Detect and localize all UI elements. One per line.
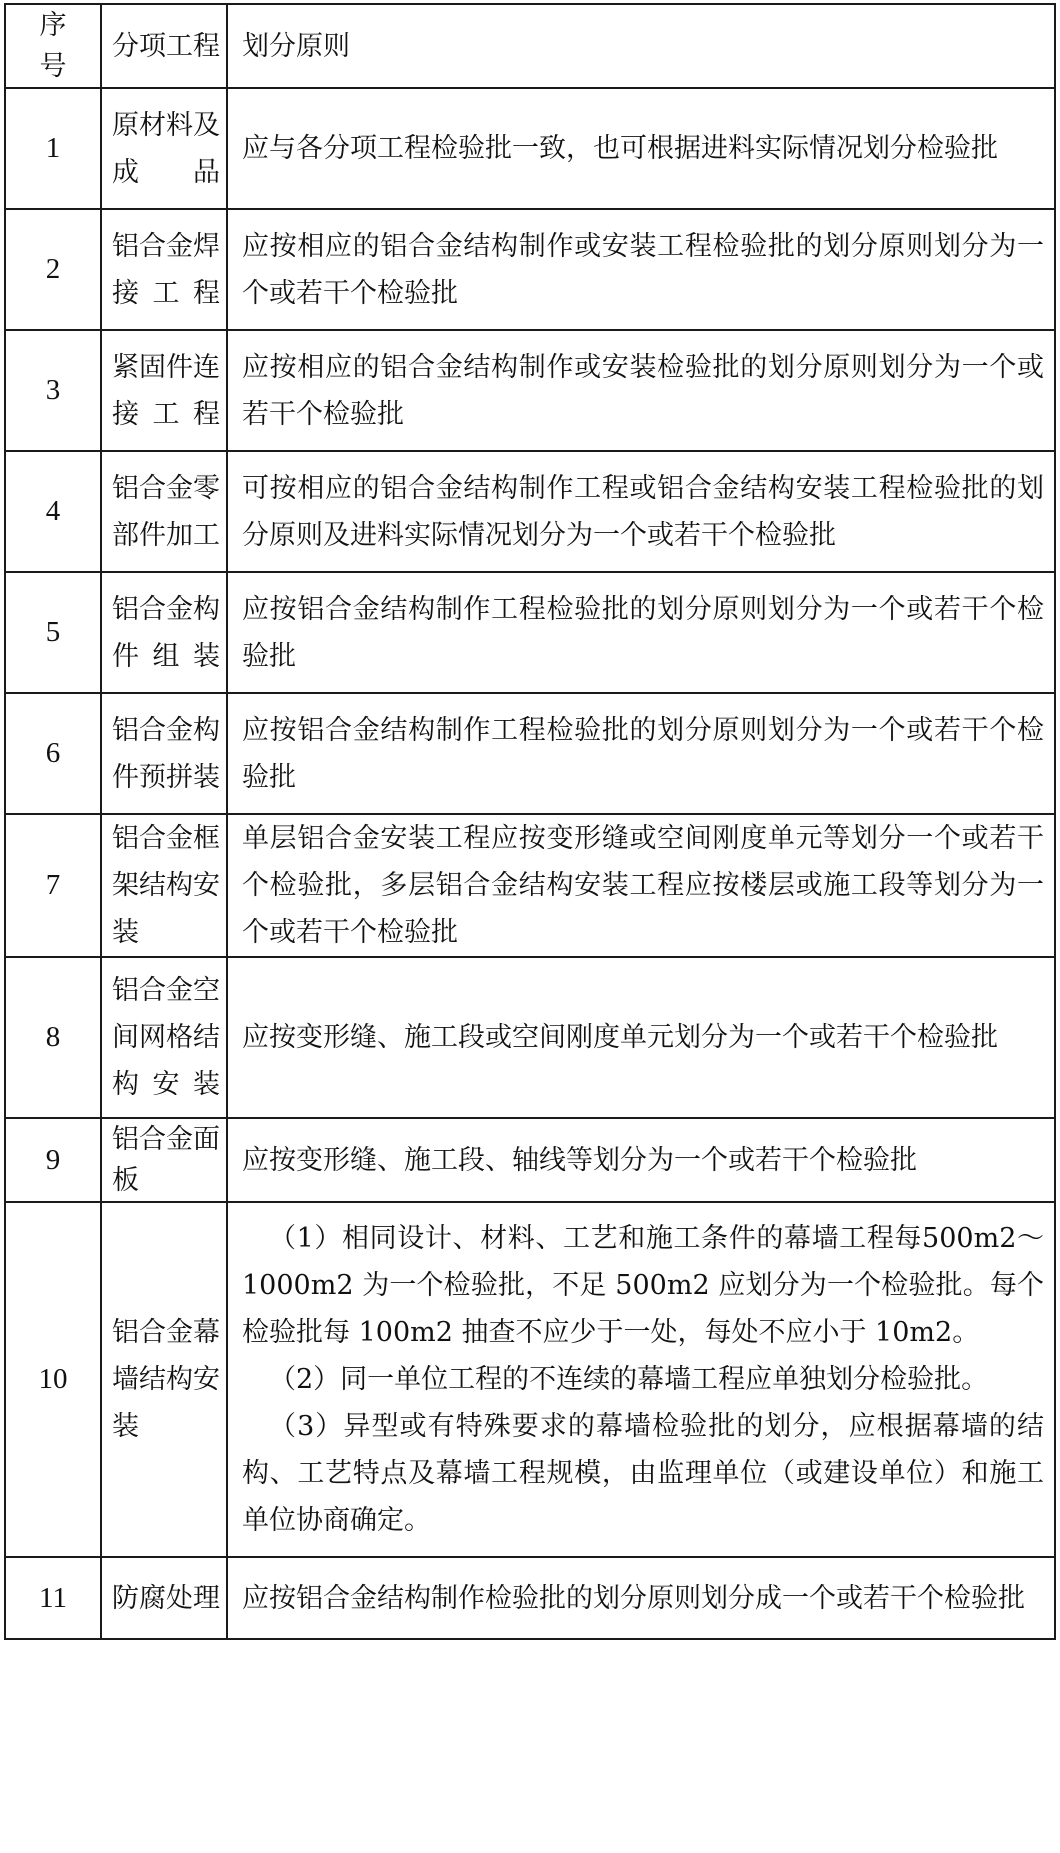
division-rule-text: 应与各分项工程检验批一致，也可根据进料实际情况划分检验批 <box>242 133 998 164</box>
division-rule-cell <box>227 451 1055 572</box>
table-row <box>5 1118 1055 1202</box>
header-rule-label: 划分原则 <box>242 30 350 62</box>
division-rule-text: 应按铝合金结构制作工程检验批的划分原则划分为一个或若干个检验批 <box>242 593 1044 672</box>
division-rule-text: 应按铝合金结构制作检验批的划分原则划分成一个或若干个检验批 <box>242 1582 1025 1614</box>
row-number: 4 <box>45 495 61 527</box>
table-row <box>5 209 1055 330</box>
table-row <box>5 814 1055 957</box>
header-no <box>5 4 101 88</box>
row-number: 11 <box>39 1581 67 1614</box>
table-row <box>5 1557 1055 1639</box>
work-item-label: 防腐处理 <box>112 1582 220 1614</box>
work-item-cell <box>101 451 227 572</box>
work-item-cell <box>101 88 227 209</box>
work-item-cell <box>101 330 227 451</box>
division-rule-cell <box>227 330 1055 451</box>
division-rule-cell <box>227 957 1055 1118</box>
row-number: 1 <box>45 132 61 164</box>
work-item-cell <box>101 814 227 957</box>
header-item-label: 分项工程 <box>112 30 220 62</box>
row-number-cell <box>5 451 101 572</box>
row-number: 8 <box>45 1021 61 1053</box>
work-item-cell <box>101 1557 227 1639</box>
row-number-cell <box>5 1557 101 1639</box>
division-rule-text: （3）异型或有特殊要求的幕墙检验批的划分，应根据幕墙的结构、工艺特点及幕墙工程规模，由监理单位（或建设单位）和施工单位协商确定。 <box>242 1411 1044 1536</box>
division-rule-text: 应按铝合金结构制作工程检验批的划分原则划分为一个或若干个检验批 <box>242 714 1044 793</box>
division-rule-cell <box>227 572 1055 693</box>
division-rule-text: （1）相同设计、材料、工艺和施工条件的幕墙工程每500m2～1000m2 为一个检验批，不足 500m2 应划分为一个检验批。每个检验批每 100m2 抽查不应少于一处，每处不应小于 10m2。 <box>242 1223 1044 1348</box>
work-item-label: 紧固件连接工程 <box>112 351 220 430</box>
row-number-cell <box>5 209 101 330</box>
inspection-lot-table <box>4 3 1056 1640</box>
table-row <box>5 693 1055 814</box>
table-row <box>5 451 1055 572</box>
division-rule-text: 应按相应的铝合金结构制作或安装工程检验批的划分原则划分为一个或若干个检验批 <box>242 230 1044 309</box>
table-row <box>5 1202 1055 1557</box>
work-item-label: 铝合金构件预拼装 <box>112 714 220 793</box>
division-rule-text: 应按相应的铝合金结构制作或安装检验批的划分原则划分为一个或若干个检验批 <box>242 351 1044 430</box>
table-row <box>5 330 1055 451</box>
work-item-label: 铝合金焊接工程 <box>112 230 220 309</box>
header-item <box>101 4 227 88</box>
division-rule-cell <box>227 1557 1055 1639</box>
row-number: 6 <box>45 737 61 769</box>
division-rule-cell <box>227 814 1055 957</box>
row-number-cell <box>5 88 101 209</box>
work-item-label: 铝合金构件组装 <box>112 593 220 672</box>
row-number-cell <box>5 814 101 957</box>
header-rule <box>227 4 1055 88</box>
row-number-cell <box>5 693 101 814</box>
row-number-cell <box>5 1202 101 1557</box>
work-item-label: 铝合金零部件加工 <box>112 472 220 551</box>
table-row <box>5 957 1055 1118</box>
row-number-cell <box>5 1118 101 1202</box>
work-item-cell <box>101 1202 227 1557</box>
work-item-cell <box>101 209 227 330</box>
row-number-cell <box>5 330 101 451</box>
row-number: 10 <box>38 1363 68 1395</box>
work-item-label: 铝合金幕墙结构安装 <box>112 1317 220 1442</box>
table-row <box>5 88 1055 209</box>
work-item-cell <box>101 957 227 1118</box>
division-rule-cell <box>227 88 1055 209</box>
work-item-cell <box>101 693 227 814</box>
division-rule-text: 应按变形缝、施工段、轴线等划分为一个或若干个检验批 <box>242 1144 917 1176</box>
table-row <box>5 572 1055 693</box>
work-item-cell <box>101 1118 227 1202</box>
division-rule-text: 单层铝合金安装工程应按变形缝或空间刚度单元等划分一个或若干个检验批，多层铝合金结构安装工程应按楼层或施工段等划分为一个或若干个检验批 <box>242 823 1044 948</box>
header-row <box>5 4 1055 88</box>
row-number-cell <box>5 572 101 693</box>
row-number: 9 <box>45 1143 61 1176</box>
header-no-label: 序号 <box>39 10 67 82</box>
work-item-label: 铝合金框架结构安装 <box>112 823 220 948</box>
division-rule-cell <box>227 209 1055 330</box>
row-number: 7 <box>45 869 61 901</box>
division-rule-cell <box>227 1118 1055 1202</box>
division-rule-text: （2）同一单位工程的不连续的幕墙工程应单独划分检验批。 <box>269 1364 989 1395</box>
division-rule-cell <box>227 1202 1055 1557</box>
work-item-label: 铝合金空间网格结构安装 <box>112 975 220 1100</box>
row-number-cell <box>5 957 101 1118</box>
division-rule-cell <box>227 693 1055 814</box>
division-rule-text: 应按变形缝、施工段或空间刚度单元划分为一个或若干个检验批 <box>242 1022 998 1053</box>
row-number: 2 <box>45 253 61 285</box>
row-number: 3 <box>45 374 61 406</box>
row-number: 5 <box>45 616 61 648</box>
division-rule-text: 可按相应的铝合金结构制作工程或铝合金结构安装工程检验批的划分原则及进料实际情况划分为一个或若干个检验批 <box>242 472 1044 551</box>
work-item-label: 铝合金面板 <box>112 1124 220 1196</box>
work-item-cell <box>101 572 227 693</box>
work-item-label: 原材料及成品 <box>112 109 220 188</box>
